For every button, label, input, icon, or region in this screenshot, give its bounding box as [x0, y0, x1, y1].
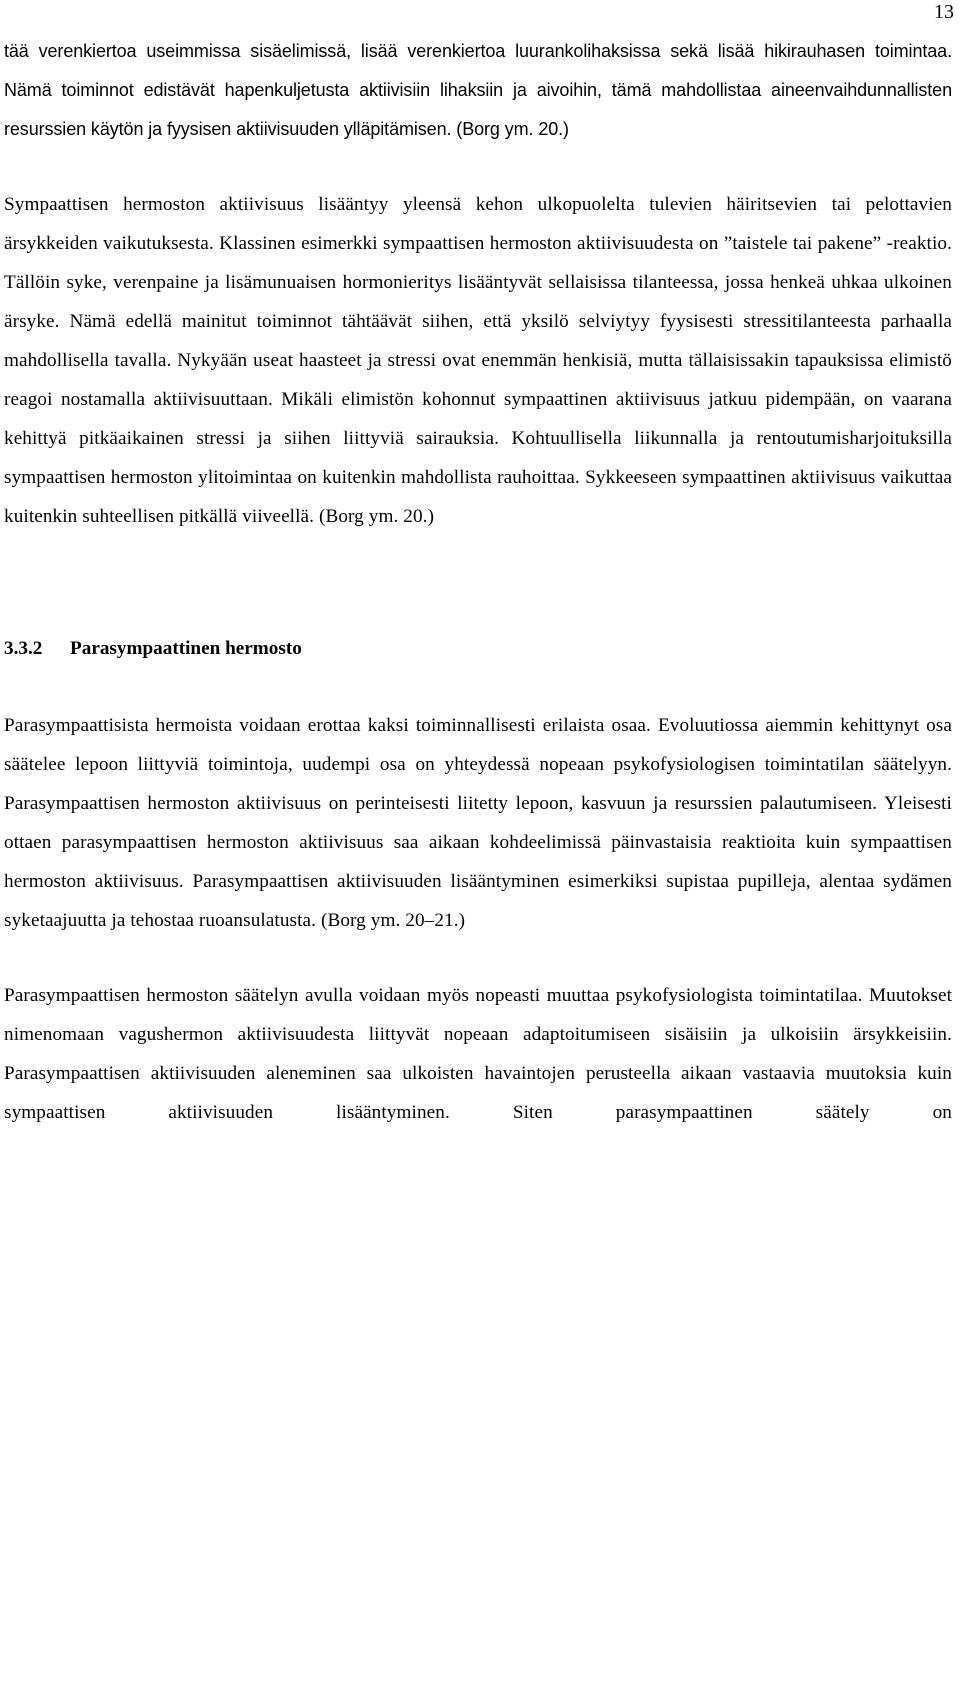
document-page	[4, 32, 952, 1132]
section-heading	[4, 629, 952, 668]
paragraph-sympathetic-activity: Sympaattisen hermoston aktiivisuus lisääntyy yleensä kehon ulkopuolelta tulevien häiritsevien tai pelottavien ärsykkeiden vaikutuksesta. Klassinen esimerkki sympaattisen hermoston aktiivisuudesta on ”taistele tai pakene” -reaktio. Tällöin syke, verenpaine ja lisämunuaisen hormonieritys lisääntyvät sellaisissa tilanteessa, jossa henkeä uhkaa ulkoinen ärsyke. Nämä edellä mainitut toiminnot tähtäävät siihen, että yksilö selviytyy fyysisesti stressitilanteesta parhaalla mahdollisella tavalla. Nykyään useat haasteet ja stressi ovat enemmän henkisiä, mutta tällaisissakin tapauksissa elimistö reagoi nostamalla aktiivisuuttaan. Mikäli elimistön kohonnut sympaattinen aktiivisuus jatkuu pidempään, on vaarana kehittyä pitkäaikainen stressi ja siihen liittyviä sairauksia. Kohtuullisella liikunnalla ja rentoutumisharjoituksilla sympaattisen hermoston ylitoimintaa on kuitenkin mahdollista rauhoittaa. Sykkeeseen sympaattinen aktiivisuus vaikuttaa kuitenkin suhteellisen pitkällä viiveellä. (Borg ym. 20.)	[4, 194, 952, 527]
paragraph-spacer	[4, 149, 952, 185]
paragraph-parasympathetic-regulation: Parasympaattisen hermoston säätelyn avulla voidaan myös nopeasti muuttaa psykofysiologista toimintatilaa. Muutokset nimenomaan vagushermon aktiivisuudesta liittyvät nopeaan adaptoitumiseen sisäisiin ja ulkoisiin ärsykkeisiin. Parasympaattisen aktiivisuuden aleneminen saa ulkoisten havaintojen perusteella aikaan vastaavia muutoksia kuin sympaattisen aktiivisuuden lisääntyminen. Siten parasympaattinen säätely on	[4, 985, 952, 1123]
paragraph-parasympathetic-parts: Parasympaattisista hermoista voidaan erottaa kaksi toiminnallisesti erilaista osaa. Evoluutiossa aiemmin kehittynyt osa säätelee lepoon liittyviä toimintoja, uudempi osa on yhteydessä nopeaan psykofysiologisen toimintatilan säätelyyn. Parasympaattisen hermoston aktiivisuus on perinteisesti liitetty lepoon, kasvuun ja resurssien palautumiseen. Yleisesti ottaen parasympaattisen hermoston aktiivisuus saa aikaan kohdeelimissä päinvastaisia reaktioita kuin sympaattisen hermoston aktiivisuus. Parasympaattisen aktiivisuuden lisääntyminen esimerkiksi supistaa pupilleja, alentaa sydämen syketaajuutta ja tehostaa ruoansulatusta. (Borg ym. 20–21.)	[4, 715, 952, 931]
paragraph-spacer	[4, 940, 952, 976]
page-number: 13	[934, 1, 954, 23]
paragraph-continued: tää verenkiertoa useimmissa sisäelimissä, lisää verenkiertoa luurankolihaksissa sekä lisää hikirauhasen toimintaa. Nämä toiminnot edistävät hapenkuljetusta aktiivisiin lihaksiin ja aivoihin, tämä mahdollistaa aineenvaihdunnallisten resurssien käytön ja fyysisen aktiivisuuden ylläpitämisen. (Borg ym. 20.)	[4, 41, 952, 139]
heading-spacer	[4, 668, 952, 706]
section-number: 3.3.2	[4, 638, 43, 659]
section-spacer	[4, 536, 952, 629]
section-title: Parasympaattinen hermosto	[70, 638, 302, 659]
